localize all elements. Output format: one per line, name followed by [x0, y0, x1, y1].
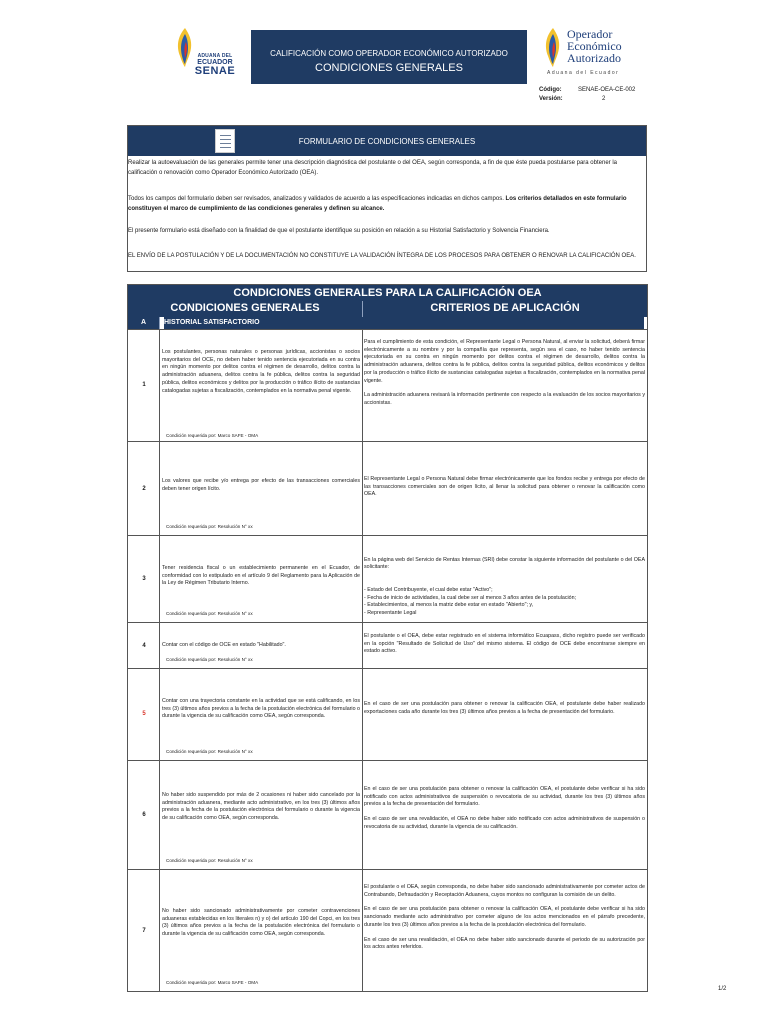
intro-paragraph-2-text: Todos los campos del formulario deben ser revisados, analizados y validados de acuerdo a las especificaciones indicadas en dichos campos.	[128, 196, 506, 202]
table-row	[128, 535, 647, 622]
document-subtitle: CONDICIONES GENERALES	[315, 62, 463, 74]
row-criteria	[364, 476, 645, 499]
code-label: Código:	[539, 87, 562, 93]
row-condition: No haber sido sancionado administrativamente por cometer contravenciones aduaneras establecidas en los literales n) y o) del artículo 190 del Copci, en los tres (3) últimos años previos a la fecha de la postulación electrónica del formulario o durante la vigencia de su calificación como OEA, según corresponda.	[162, 908, 360, 938]
row-requirement: Condición requerida por: Resolución N° xx	[166, 657, 253, 662]
row-number: 1	[142, 382, 146, 388]
row-condition: Contar con el código de OCE en estado "Habilitado".	[162, 642, 286, 648]
row-requirement: Condición requerida por: Resolución N° xx	[166, 749, 253, 754]
section-letter: A	[128, 317, 160, 329]
criteria-paragraph: El postulante o el OEA, debe estar registrado en el sistema informático Ecuapass, dicho registro puede ser verificado en la opción "Resultado de Solicitud de Uso" del mismo sistema. El código de OCE debe encontrarse siempre en estado activo.	[364, 633, 645, 655]
row-criteria	[364, 339, 645, 408]
row-requirement: Condición requerida por: Resolución N° xx	[166, 611, 253, 616]
table-row	[128, 760, 647, 869]
criteria-paragraph: En el caso de ser una postulación para obtener o renovar la calificación OEA, el postulante debe haber realizado exportaciones cada año durante los tres (3) últimos años previos a la fecha de presentación del formulario.	[364, 701, 645, 715]
table-row	[128, 329, 647, 441]
version-value: 2	[602, 96, 606, 102]
logo-left-line2: ECUADOR	[197, 59, 233, 66]
page-number: 1/2	[718, 986, 727, 992]
column-header-criteria: CRITERIOS DE APLICACIÓN	[363, 301, 647, 317]
version-label: Versión:	[539, 96, 563, 102]
criteria-paragraph: En el caso de ser una revalidación, el OEA no debe haber sido sancionado durante el periodo de su autorización por los actos antes referidos.	[364, 936, 645, 951]
criteria-paragraph: - Estado del Contribuyente, el cual debe estar "Activo"; - Fecha de inicio de actividades, la cual debe ser al menos 3 años antes de la postulación; - Establecimientos, al menos la matriz debe estar en estado "Abierto"; y, - Representante Legal	[364, 586, 577, 616]
row-requirement: Condición requerida por: Resolución N° xx	[166, 524, 253, 529]
row-condition: Tener residencia fiscal o un establecimiento permanente en el Ecuador, de conformidad con lo estipulado en el artículo 9 del Reglamento para la Aplicación de la Ley de Régimen Tributario Interno.	[162, 565, 360, 587]
row-condition: Los postulantes, personas naturales o personas jurídicas, accionistas o socios mayoritarios del OCE, no deben haber tenido sentencia ejecutoriada en su contra en ningún momento por delitos contra el régimen de desarrollo, delitos contra la administración aduanera, delitos contra la fe pública, delitos contra la seguridad pública, delitos económicos y delitos por la producción o tráfico ilícito de sustancias catalogadas sujetas a fiscalización, contemplados en la normativa penal vigente.	[162, 349, 360, 394]
row-criteria	[364, 701, 645, 716]
criteria-paragraph: Para el cumplimiento de esta condición, el Representante Legal o Persona Natural, al enviar la solicitud, deberá firmar electrónicamente a su nombre y por la compañía que representa, según sea el caso, no haber tenido sentencia ejecutoriada en su contra en ningún momento por delitos contra el régimen de desarrollo, delitos contra la administración aduanera, delitos contra la fe pública, delitos contra la seguridad pública, delitos económicos y delitos por la producción o tráfico ilícito de sustancias catalogadas sujetas a fiscalización, contemplados en la normativa penal vigente.	[364, 339, 645, 384]
flame-logo-icon	[543, 26, 563, 68]
senae-logo	[170, 26, 242, 82]
row-requirement: Condición requerida por: Marco SAFE - OMA	[166, 433, 259, 438]
criteria-paragraph: En el caso de ser una postulación para obtener o renovar la calificación OEA, el postulante debe verificar si ha sido sancionado mediante acto administrativo por cometer alguno de los actos mencionados en el párrafo precedente, durante los tres (3) últimos años previos a la fecha de la postulación electrónica del formulario.	[364, 906, 645, 928]
code-value: SENAE-OEA-CE-002	[578, 87, 636, 93]
document-title: CALIFICACIÓN COMO OPERADOR ECONÓMICO AUTORIZADO	[270, 49, 508, 58]
row-requirement: Condición requerida por: Resolución N° xx	[166, 858, 253, 863]
column-header-conditions: CONDICIONES GENERALES	[128, 301, 363, 317]
row-criteria	[364, 884, 645, 952]
oea-logo	[543, 26, 651, 78]
row-condition: Contar con una trayectoria constante en la actividad que se está calificando, en los tres (3) últimos años previos a la fecha de la postulación electrónica del formulario o durante la vigencia de su calificación como OEA, según corresponda.	[162, 698, 360, 720]
section-title: HISTORIAL SATISFACTORIO	[164, 317, 644, 329]
logo-right-subtitle: Aduana del Ecuador	[547, 70, 620, 76]
row-criteria	[364, 549, 645, 625]
table-row	[128, 668, 647, 760]
row-number: 3	[142, 576, 146, 582]
logo-left-line1: ADUANA DEL	[197, 53, 233, 59]
row-criteria	[364, 633, 645, 656]
table-row	[128, 622, 647, 668]
row-condition: No haber sido suspendido por más de 2 ocasiones ni haber sido cancelado por la administración aduanera, mediante acto administrativo, en los tres (3) últimos años previos a la fecha de la postulación electrónica del formulario o durante la vigencia de su calificación como OEA, según corresponda.	[162, 792, 360, 822]
logo-left-line3: SENAE	[194, 65, 236, 77]
intro-paragraph-4: EL ENVÍO DE LA POSTULACIÓN Y DE LA DOCUMENTACIÓN NO CONSTITUYE LA VALIDACIÓN ÍNTEGRA DE LOS PROCESOS PARA OBTENER O RENOVAR LA CALIFICACIÓN OEA.	[128, 253, 636, 259]
intro-paragraph-1: Realizar la autoevaluación de las generales permite tener una descripción diagnóstica del postulante o del OEA, según corresponda, a fin de que éste pueda postularse para obtener la calificación o renovación como Operador Económico Autorizado (OEA).	[128, 160, 617, 176]
table-row	[128, 441, 647, 535]
row-number: 7	[142, 928, 146, 934]
table-row	[128, 869, 647, 991]
row-number: 2	[142, 486, 146, 492]
table-title: CONDICIONES GENERALES PARA LA CALIFICACIÓN OEA	[128, 285, 647, 301]
row-number: 5	[142, 711, 146, 717]
logo-right-line1: Operador	[567, 27, 613, 41]
row-number: 6	[142, 812, 146, 818]
criteria-paragraph: En la página web del Servicio de Rentas Internas (SRI) debe constar la siguiente información del postulante o del OEA solicitante:	[364, 556, 645, 571]
intro-paragraph-2	[128, 194, 640, 214]
form-title: FORMULARIO DE CONDICIONES GENERALES	[298, 137, 476, 146]
criteria-paragraph: El postulante o el OEA, según corresponda, no debe haber sido sancionado administrativamente por cometer actos de Contrabando, Defraudación y Receptación Aduanera, cuyos montos no configuran la comisión de un delito.	[364, 884, 645, 898]
row-condition: Los valores que recibe y/o entrega por efecto de las transacciones comerciales deben tener origen lícito.	[162, 478, 360, 492]
row-number: 4	[142, 643, 146, 649]
document-title-band	[251, 30, 527, 84]
intro-paragraph-2-bold: Los criterios detallados en este formulario constituyen el marco de cumplimiento de las condiciones generales y definen su alcance.	[128, 196, 627, 212]
row-requirement: Condición requerida por: Marco SAFE - OMA	[166, 980, 259, 985]
criteria-paragraph: La administración aduanera revisará la información pertinente con respecto a la evaluación de los socios mayoritarios y accionistas.	[364, 392, 645, 406]
form-header	[128, 126, 646, 156]
criteria-paragraph: En el caso de ser una postulación para obtener o renovar la calificación OEA, el postulante debe verificar si ha sido notificado con actos administrativos de suspensión o revocatoria de su actividad, durante los tres (3) últimos años previos a la fecha de presentación del formulario.	[364, 786, 645, 808]
criteria-paragraph: El Representante Legal o Persona Natural debe firmar electrónicamente que los fondos recibe y entrega por efecto de las transacciones comerciales son de origen lícito, al llenar la solicitud para obtener o renovar la calificación como OEA.	[364, 476, 645, 498]
row-criteria	[364, 786, 645, 832]
logo-right-line2: Económico	[567, 39, 622, 53]
intro-paragraph-3: El presente formulario está diseñado con la finalidad de que el postulante identifique su posición en relación a su Historial Satisfactorio y Solvencia Financiera.	[128, 228, 550, 234]
criteria-paragraph: En el caso de ser una revalidación, el OEA no debe haber sido notificado con actos administrativos de suspensión o revocatoria de su actividad, durante la vigencia de su calificación.	[364, 816, 645, 830]
logo-right-line3: Autorizado	[567, 51, 621, 65]
